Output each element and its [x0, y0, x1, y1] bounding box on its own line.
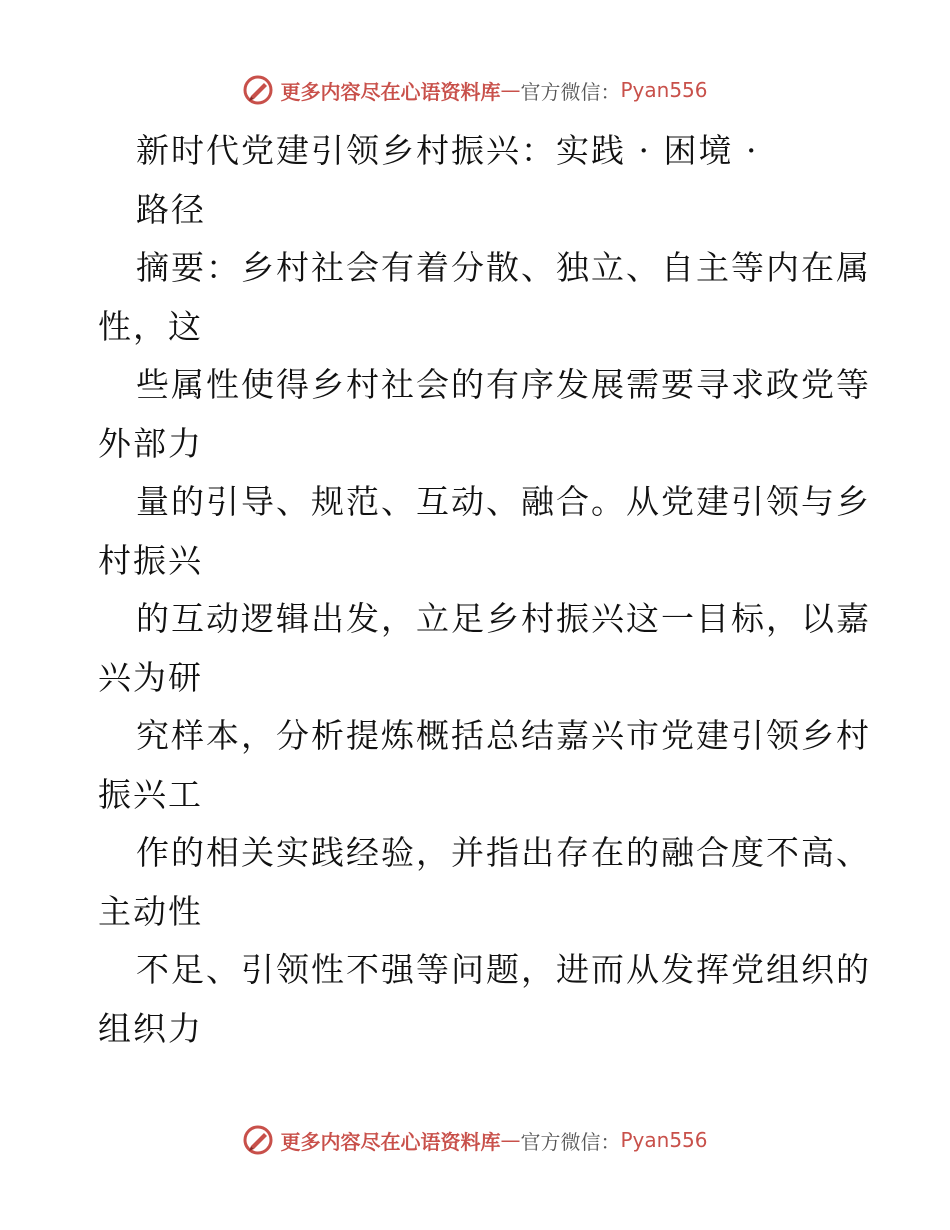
- abstract-line: 性，这: [98, 306, 203, 346]
- abstract-line: 主动性: [98, 891, 203, 931]
- abstract-line: 兴为研: [98, 657, 203, 697]
- abstract-line: 不足、引领性不强等问题，进而从发挥党组织的: [136, 950, 871, 989]
- abstract-line: 量的引导、规范、互动、融合。从党建引领与乡: [136, 482, 871, 521]
- banner-official-label: 官方微信：: [520, 1129, 621, 1154]
- banner-wechat-id: Pyan556: [620, 78, 708, 102]
- banner-dash: —: [500, 1128, 521, 1152]
- banner-wechat-id: Pyan556: [620, 1128, 708, 1152]
- abstract-line: 些属性使得乡村社会的有序发展需要寻求政党等: [136, 365, 871, 404]
- banner-brand-text: 更多内容尽在心语资料库: [280, 79, 501, 104]
- brand-logo-icon: [242, 1124, 274, 1156]
- title-line-2: 路径: [136, 189, 206, 229]
- footer-banner: [0, 1120, 950, 1160]
- abstract-line: 外部力: [98, 423, 203, 463]
- abstract-line: 究样本，分析提炼概括总结嘉兴市党建引领乡村: [136, 716, 871, 755]
- banner-official-label: 官方微信：: [520, 79, 621, 104]
- header-banner: [0, 70, 950, 110]
- abstract-line: 作的相关实践经验，并指出存在的融合度不高、: [136, 833, 871, 872]
- title-line-1: 新时代党建引领乡村振兴：实践 · 困境 ·: [136, 131, 759, 170]
- abstract-line: 组织力: [98, 1008, 203, 1048]
- abstract-line: 摘要：乡村社会有着分散、独立、自主等内在属: [136, 248, 871, 287]
- abstract-line: 的互动逻辑出发，立足乡村振兴这一目标，以嘉: [136, 599, 871, 638]
- abstract-line: 村振兴: [98, 540, 203, 580]
- banner-dash: —: [500, 78, 521, 102]
- abstract-line: 振兴工: [98, 774, 203, 814]
- banner-brand-text: 更多内容尽在心语资料库: [280, 1129, 501, 1154]
- brand-logo-icon: [242, 74, 274, 106]
- document-body: [98, 122, 871, 1058]
